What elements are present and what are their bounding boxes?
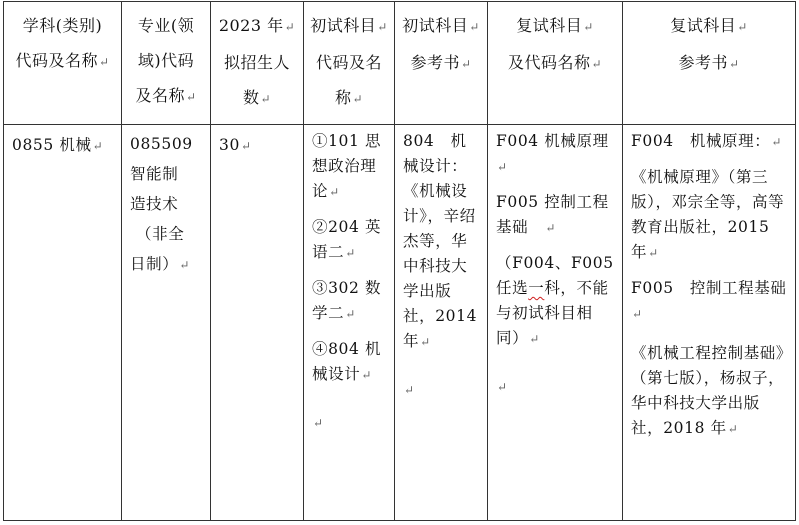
paragraph-mark-icon: ↵ — [404, 383, 415, 397]
paragraph-mark-icon: ↵ — [632, 307, 643, 321]
paragraph-mark-icon: ↵ — [727, 422, 739, 436]
paragraph-mark-icon: ↵ — [284, 20, 296, 34]
exam-subject-3: ③302 数学二 — [312, 279, 382, 322]
paragraph-mark-icon: ↵ — [497, 160, 508, 174]
paragraph-mark-icon: ↵ — [92, 139, 104, 153]
cell-retest-reference: F004 机械原理：↵ 《机械原理》（第三版），邓宗全等，高等教育出版社，2015 年↵ F005 控制工程基础↵ 《机械工程控制基础》（第七版），杨叔子，华中科技大学出版社，2018 年↵ — [623, 125, 796, 521]
cell-retest-subjects: F004 机械原理↵ F005 控制工程基础 ↵ （F004、F005 任选一科，不能与初试科目相同）↵ ↵ — [488, 125, 623, 521]
cell-exam-subjects — [304, 125, 395, 521]
table-row — [4, 125, 796, 521]
header-exam-reference: 初试科目↵ 参考书↵ — [395, 2, 488, 125]
header-major: 专业(领 域)代码 及名称↵ — [122, 2, 211, 125]
paragraph-mark-icon: ↵ — [460, 57, 472, 71]
paragraph-mark-icon: ↵ — [361, 368, 372, 382]
paragraph-mark-icon: ↵ — [728, 57, 740, 71]
header-row — [4, 2, 796, 125]
cell-major: 085509 智能制 造技术 （非全 日制）↵ — [122, 125, 211, 521]
paragraph-mark-icon: ↵ — [185, 90, 197, 104]
paragraph-mark-icon: ↵ — [497, 380, 508, 394]
paragraph-mark-icon: ↵ — [377, 20, 388, 34]
header-retest-reference: 复试科目↵ 参考书↵ — [623, 2, 796, 125]
paragraph-mark-icon: ↵ — [345, 307, 356, 321]
paragraph-mark-icon: ↵ — [179, 258, 190, 272]
admissions-table — [3, 1, 796, 521]
cell-enrollment: 30↵ — [211, 125, 304, 521]
exam-subject-1: ①101 思想政治理论 — [312, 132, 382, 200]
paragraph-mark-icon: ↵ — [529, 332, 540, 346]
paragraph-mark-icon: ↵ — [648, 246, 659, 260]
paragraph-mark-icon: ↵ — [545, 221, 556, 235]
paragraph-mark-icon: ↵ — [352, 92, 364, 106]
paragraph-mark-icon: ↵ — [345, 246, 356, 260]
header-retest-subjects: 复试科目↵ 及代码名称↵ — [488, 2, 623, 125]
paragraph-mark-icon: ↵ — [469, 20, 480, 34]
paragraph-mark-icon: ↵ — [583, 20, 594, 34]
paragraph-mark-icon: ↵ — [420, 335, 431, 349]
header-enrollment: 2023 年↵ 拟招生人 数↵ — [211, 2, 304, 125]
exam-subject-4: ④804 机械设计 — [312, 340, 382, 383]
paragraph-mark-icon: ↵ — [591, 57, 603, 71]
paragraph-mark-icon: ↵ — [98, 55, 110, 69]
paragraph-mark-icon: ↵ — [313, 416, 324, 430]
header-discipline: 学科(类别) 代码及名称↵ — [4, 2, 122, 125]
paragraph-mark-icon: ↵ — [240, 139, 252, 153]
paragraph-mark-icon: ↵ — [737, 20, 748, 34]
exam-subject-2: ②204 英语二 — [312, 218, 382, 261]
cell-discipline: 0855 机械↵ — [4, 125, 122, 521]
paragraph-mark-icon: ↵ — [260, 92, 272, 106]
cell-exam-reference: 804 机械设计：《机械设计》，辛绍杰等，华中科技大学出版社，2014年↵ ↵ — [395, 125, 488, 521]
paragraph-mark-icon: ↵ — [329, 185, 340, 199]
paragraph-mark-icon: ↵ — [771, 135, 782, 149]
header-exam-subjects: 初试科目↵ 代码及名 称↵ — [304, 2, 395, 125]
